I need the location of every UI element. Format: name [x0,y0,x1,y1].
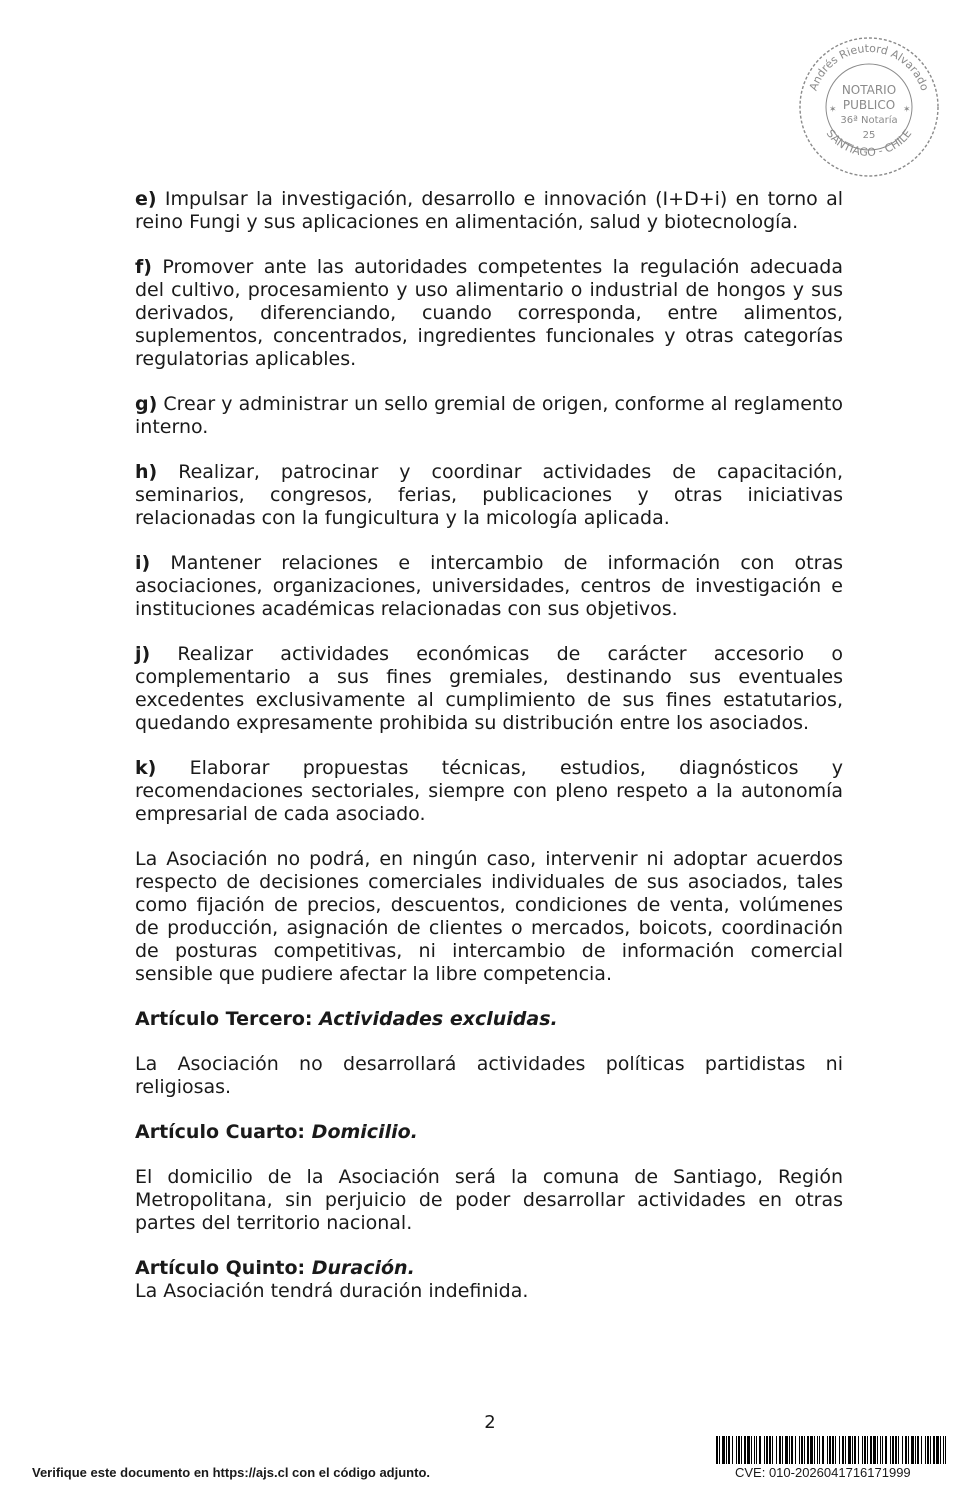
article-heading: Artículo Quinto: [135,1257,306,1279]
barcode-bar [892,1436,894,1464]
barcode-bar [769,1436,771,1464]
item-label: h) [135,461,158,483]
list-item-k [135,757,843,826]
barcode-bar [829,1436,831,1464]
item-label: e) [135,188,157,210]
notary-stamp [796,34,942,180]
barcode-icon [716,1436,948,1464]
document-body [135,188,843,1303]
barcode-bar [933,1436,935,1464]
stamp-ring-top: Andrés Rieutord Alvarado [806,41,932,93]
verification-notice: Verifique este documento en https://ajs.cl con el código adjunto. [32,1465,430,1480]
barcode-bar [943,1436,944,1464]
barcode-bar [722,1436,725,1464]
stamp-ring-bottom: SANTIAGO - CHILE [823,127,915,160]
barcode-bar [799,1436,800,1464]
list-item-j [135,643,843,735]
barcode-bar [915,1436,916,1464]
list-item-i [135,552,843,621]
barcode-bar [873,1436,876,1464]
barcode-bar [854,1436,856,1464]
list-item-e [135,188,843,234]
barcode-bar [716,1436,718,1464]
item-text: Mantener relaciones e intercambio de información con otras asociaciones, organizaciones, universidades, centros de investigación e instituciones académicas relacionadas con sus objetivos. [135,552,843,620]
barcode-bar [719,1436,720,1464]
stamp-line-2: PUBLICO [842,98,896,112]
stamp-line-1: NOTARIO [841,83,897,97]
barcode-bar [877,1436,878,1464]
stamp-line-4: 25 [862,130,876,141]
barcode-bar [832,1436,834,1464]
barcode-bar [882,1436,883,1464]
barcode-bar [898,1436,899,1464]
barcode-bar [921,1436,922,1464]
notary-seal-icon [796,34,942,180]
restriction-paragraph: La Asociación no podrá, en ningún caso, intervenir ni adoptar acuerdos respecto de decisiones comerciales individuales de sus asociados, tales como fijación de precios, descuentos, condiciones de venta, volúmenes de producción, asignación de clientes o mercados, boicots, coordinación de posturas competitivas, ni intercambio de información comercial sensible que pudiere afectar la libre competencia. [135,848,843,985]
barcode-bar [940,1436,941,1464]
page-number: 2 [484,1412,496,1433]
barcode-bar [764,1436,765,1464]
barcode-bar [728,1436,730,1464]
article-cuarto-heading [135,1121,843,1144]
barcode-bar [779,1436,781,1464]
barcode-bar [930,1436,931,1464]
barcode-bar [785,1436,788,1464]
barcode-bar [895,1436,897,1464]
article-subtitle: Duración. [311,1257,415,1279]
item-text: Promover ante las autoridades competentes la regulación adecuada del cultivo, procesamiento y uso alimentario o industrial de hongos y sus derivados, diferenciando, cuando corresponda, entre alimentos, suplementos, concentrados, ingredientes funcionales y otras categorías regulatorias aplicables. [135,256,843,370]
barcode-bar [738,1436,740,1464]
barcode-bar [801,1436,803,1464]
barcode-bar [936,1436,939,1464]
barcode-bar [744,1436,746,1464]
item-label: f) [135,256,152,278]
barcode-bar [766,1436,768,1464]
barcode-bar [782,1436,783,1464]
barcode-bar [880,1436,881,1464]
barcode-bar [756,1436,757,1464]
barcode [716,1436,948,1464]
barcode-bar [747,1436,750,1464]
barcode-bar [776,1436,777,1464]
barcode-bar [864,1436,866,1464]
article-subtitle: Domicilio. [311,1121,418,1143]
article-cuarto-text: El domicilio de la Asociación será la comuna de Santiago, Región Metropolitana, sin perjuicio de poder desarrollar actividades en otras partes del territorio nacional. [135,1166,843,1234]
barcode-bar [917,1436,919,1464]
article-tercero-text: La Asociación no desarrollará actividades políticas partidistas ni religiosas. [135,1053,843,1098]
barcode-bar [741,1436,742,1464]
barcode-bar [789,1436,790,1464]
item-text: Elaborar propuestas técnicas, estudios, diagnósticos y recomendaciones sectoriales, siempre con pleno respeto a la autonomía empresarial de cada asociado. [135,757,843,825]
article-quinto-text: La Asociación tendrá duración indefinida. [135,1280,529,1302]
barcode-bar [827,1436,828,1464]
barcode-bar [835,1436,836,1464]
barcode-bar [945,1436,946,1464]
barcode-bar [751,1436,752,1464]
item-text: Impulsar la investigación, desarrollo e innovación (I+D+i) en torno al reino Fungi y sus aplicaciones en alimentación, salud y biotecnología. [135,188,843,233]
barcode-bar [927,1436,929,1464]
barcode-bar [902,1436,903,1464]
barcode-bar [814,1436,815,1464]
barcode-bar [759,1436,761,1464]
barcode-bar [908,1436,909,1464]
barcode-bar [870,1436,872,1464]
list-item-h [135,461,843,530]
barcode-bar [732,1436,733,1464]
barcode-bar [911,1436,914,1464]
article-tercero-heading [135,1008,843,1031]
barcode-bar [852,1436,853,1464]
barcode-bar [819,1436,820,1464]
item-label: j) [135,643,151,665]
article-heading: Artículo Tercero: [135,1008,313,1030]
article-heading: Artículo Cuarto: [135,1121,306,1143]
barcode-bar [848,1436,851,1464]
article-quinto-heading [135,1257,843,1280]
cve-code: CVE: 010-2026041716171999 [735,1465,911,1480]
list-item-g [135,393,843,439]
item-label: i) [135,552,151,574]
item-text: Crear y administrar un sello gremial de origen, conforme al reglamento interno. [135,393,843,438]
barcode-bar [885,1436,887,1464]
barcode-bar [804,1436,805,1464]
barcode-bar [754,1436,755,1464]
barcode-bar [905,1436,907,1464]
item-label: k) [135,757,157,779]
barcode-bar [736,1436,737,1464]
item-label: g) [135,393,158,415]
barcode-bar [839,1436,840,1464]
barcode-bar [925,1436,926,1464]
item-text: Realizar, patrocinar y coordinar actividades de capacitación, seminarios, congresos, ferias, publicaciones y otras iniciativas relacionadas con la fungicultura y la micología aplicada. [135,461,843,529]
barcode-bar [867,1436,868,1464]
barcode-bar [810,1436,813,1464]
barcode-bar [890,1436,891,1464]
barcode-bar [862,1436,863,1464]
star-icon: ✶ [903,105,911,115]
star-icon: ✶ [829,105,837,115]
article-subtitle: Actividades excluidas. [319,1008,558,1030]
barcode-bar [858,1436,859,1464]
barcode-bar [822,1436,824,1464]
barcode-bar [726,1436,727,1464]
barcode-bar [817,1436,818,1464]
barcode-bar [791,1436,793,1464]
stamp-line-3: 36ª Notaría [840,115,898,126]
barcode-bar [845,1436,846,1464]
item-text: Realizar actividades económicas de carácter accesorio o complementario a sus fines gremiales, destinando sus eventuales excedentes exclusivamente al cumplimiento de sus fines estatutarios, quedando expresamente prohibida su distribución entre los asociados. [135,643,844,734]
barcode-bar [842,1436,844,1464]
barcode-bar [807,1436,809,1464]
list-item-f [135,256,843,371]
barcode-bar [772,1436,773,1464]
barcode-bar [795,1436,796,1464]
